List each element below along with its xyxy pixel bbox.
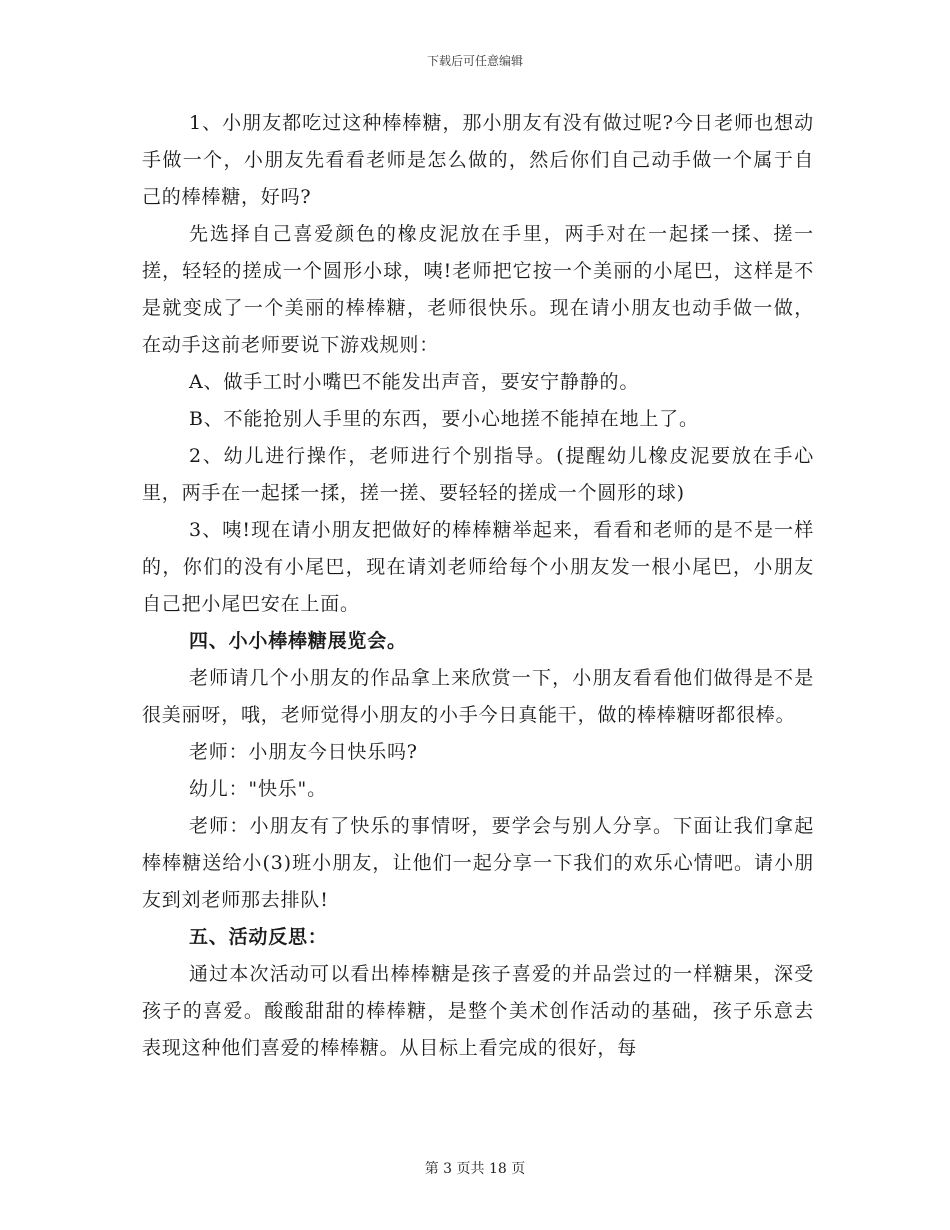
paragraph-rule-a: A、做手工时小嘴巴不能发出声音，要安宁静静的。 [189, 371, 640, 393]
section-heading-reflection: 五、活动反思： [189, 926, 328, 948]
paragraph-reflection: 通过本次活动可以看出棒棒糖是孩子喜爱的并品尝过的一样糖果，深受孩子的喜爱。酸酸甜甜的棒棒糖，是整个美术创作活动的基础，孩子乐意去表现这种他们喜爱的棒棒糖。从目标上看完成的很好，每 [142, 963, 814, 1059]
paragraph-step-2: 2、幼儿进行操作，老师进行个别指导。(提醒幼儿橡皮泥要放在手心里，两手在一起揉一揉，搓一搓、要轻轻的搓成一个圆形的球) [142, 445, 814, 504]
document-body [142, 105, 814, 1067]
paragraph-step-1: 1、小朋友都吃过这种棒棒糖，那小朋友有没有做过呢?今日老师也想动手做一个，小朋友先看看老师是怎么做的，然后你们自己动手做一个属于自己的棒棒糖，好吗? [142, 112, 814, 208]
paragraph-dialog-teacher-1: 老师：小朋友今日快乐吗? [189, 741, 418, 763]
page-footer: 第 3 页共 18 页 [424, 1161, 526, 1177]
paragraph-exhibition: 老师请几个小朋友的作品拿上来欣赏一下，小朋友看看他们做得是不是很美丽呀，哦，老师觉得小朋友的小手今日真能干，做的棒棒糖呀都很棒。 [142, 667, 814, 726]
paragraph-method: 先选择自己喜爱颜色的橡皮泥放在手里，两手对在一起揉一揉、搓一搓，轻轻的搓成一个圆形小球，咦!老师把它按一个美丽的小尾巴，这样是不是就变成了一个美丽的棒棒糖，老师很快乐。现在请小朋友也动手做一做，在动手这前老师要说下游戏规则： [142, 223, 814, 356]
paragraph-dialog-teacher-2: 老师：小朋友有了快乐的事情呀，要学会与别人分享。下面让我们拿起棒棒糖送给小(3)班小朋友，让他们一起分享一下我们的欢乐心情吧。请小朋友到刘老师那去排队! [142, 815, 814, 911]
paragraph-rule-b: B、不能抢别人手里的东西，要小心地搓不能掉在地上了。 [189, 408, 699, 430]
section-heading-exhibition: 四、小小棒棒糖展览会。 [189, 630, 407, 652]
paragraph-step-3: 3、咦!现在请小朋友把做好的棒棒糖举起来，看看和老师的是不是一样的，你们的没有小尾巴，现在请刘老师给每个小朋友发一根小尾巴，小朋友自己把小尾巴安在上面。 [142, 519, 814, 615]
page-header: 下载后可任意编辑 [426, 54, 523, 68]
paragraph-dialog-child: 幼儿："快乐"。 [189, 778, 327, 800]
